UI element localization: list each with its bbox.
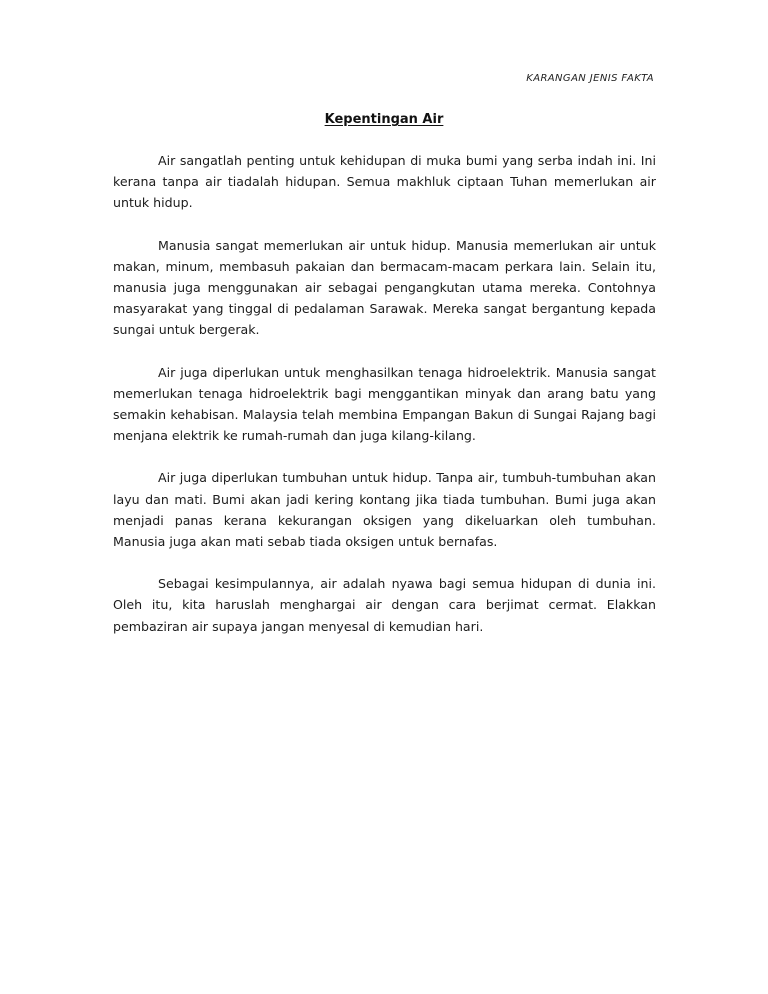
paragraph-conclusion: Sebagai kesimpulannya, air adalah nyawa bagi semua hidupan di dunia ini. Oleh itu, kita haruslah menghargai air dengan cara berjimat cermat. Elakkan pembaziran air supaya jangan menyesal di kemudian hari. xyxy=(113,576,656,634)
essay-title: Kepentingan Air xyxy=(324,112,444,127)
paragraph-human-needs: Manusia sangat memerlukan air untuk hidup. Manusia memerlukan air untuk makan, minum, membasuh pakaian dan bermacam-macam perkara lain. Selain itu, manusia juga menggunakan air sebagai pengangkutan utama mereka. Contohnya masyarakat yang tinggal di pedalaman Sarawak. Mereka sangat bergantung kepada sungai untuk bergerak. xyxy=(113,237,656,338)
paragraph-introduction: Air sangatlah penting untuk kehidupan di muka bumi yang serba indah ini. Ini kerana tanpa air tiadalah hidupan. Semua makhluk ciptaan Tuhan memerlukan air untuk hidup. xyxy=(113,153,656,211)
document-type-label: KARANGAN JENIS FAKTA xyxy=(526,73,654,84)
paragraph-hydroelectric: Air juga diperlukan untuk menghasilkan tenaga hidroelektrik. Manusia sangat memerlukan tenaga hidroelektrik bagi menggantikan minyak dan arang batu yang semakin kehabisan. Malaysia telah membina Empangan Bakun di Sungai Rajang bagi menjana elektrik ke rumah-rumah dan juga kilang-kilang. xyxy=(113,364,656,444)
essay-body xyxy=(113,150,656,658)
paragraph-plants: Air juga diperlukan tumbuhan untuk hidup. Tanpa air, tumbuh-tumbuhan akan layu dan mati. Bumi akan jadi kering kontang jika tiada tumbuhan. Bumi juga akan menjadi panas kerana kekurangan oksigen yang dikeluarkan oleh tumbuhan. Manusia juga akan mati sebab tiada oksigen untuk bernafas. xyxy=(113,470,656,550)
